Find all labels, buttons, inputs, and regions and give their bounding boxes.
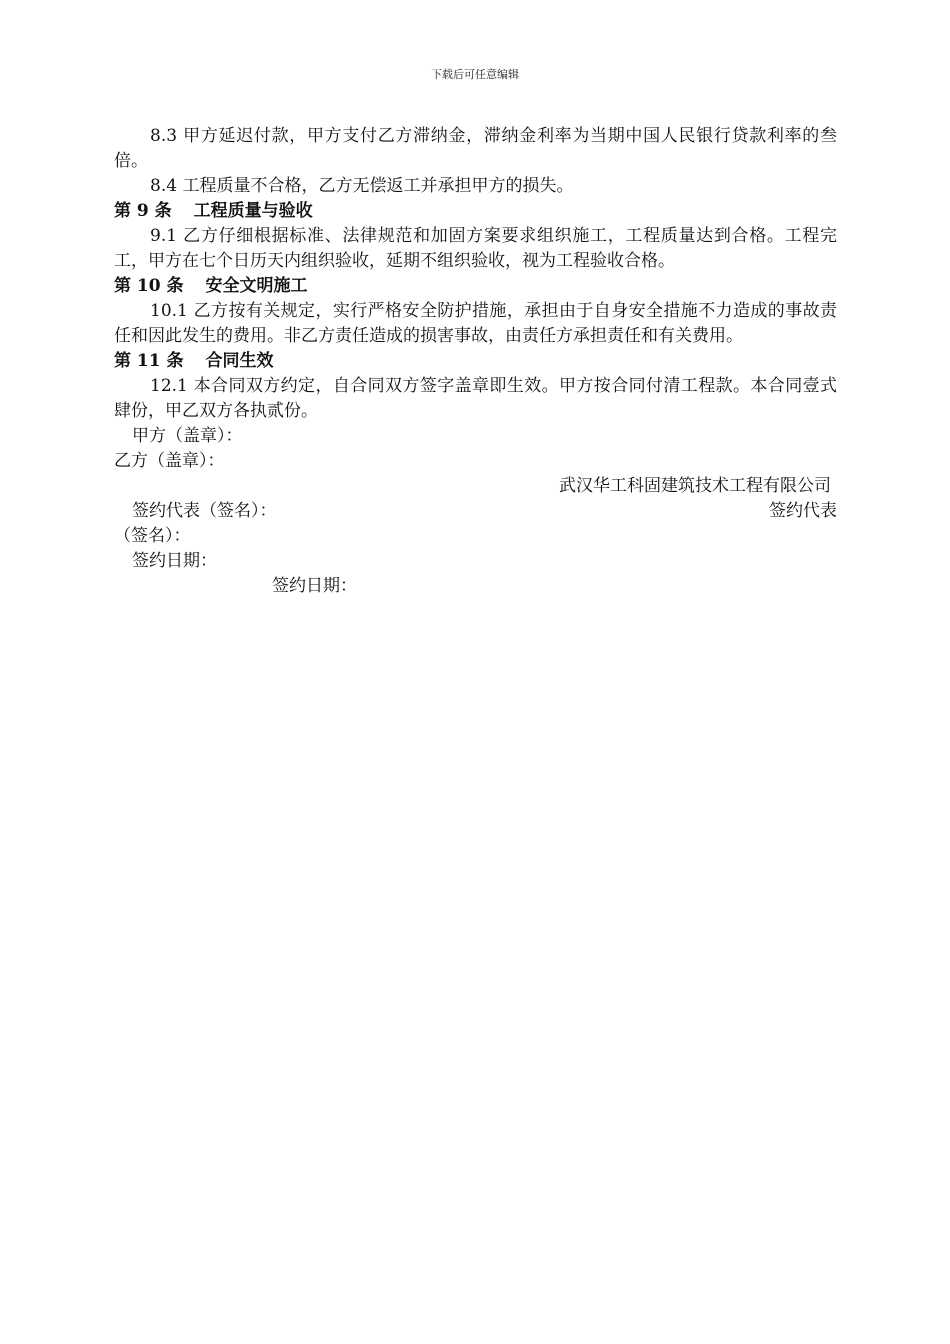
article-9-title: 工程质量与验收 (193, 201, 313, 221)
party-b-representative-signature: （签名）： (114, 526, 191, 546)
article-11-title: 合同生效 (205, 351, 274, 371)
clause-8-4: 8.4 工程质量不合格，乙方无偿返工并承担甲方的损失。 (150, 176, 574, 196)
clause-8-3: 8.3 甲方延迟付款，甲方支付乙方滞纳金，滞纳金利率为当期中国人民银行贷款利率的叁倍。 (114, 126, 837, 171)
party-a-representative: 签约代表（签名）： (132, 501, 277, 521)
heading-article-10 (114, 274, 837, 299)
document-body (114, 124, 837, 599)
clause-10-1: 10.1 乙方按有关规定，实行严格安全防护措施，承担由于自身安全措施不力造成的事故责任和因此发生的费用。非乙方责任造成的损害事故，由责任方承担责任和有关费用。 (114, 301, 837, 346)
article-10-title: 安全文明施工 (205, 276, 308, 296)
party-b-sign-date: 签约日期： (272, 576, 357, 596)
party-b-representative: 签约代表 (769, 501, 837, 521)
company-name: 武汉华工科固建筑技术工程有限公司 (559, 476, 831, 496)
party-b-seal: 乙方（盖章）： (114, 451, 225, 471)
article-9-number: 第 9 条 (114, 201, 172, 221)
article-10-number: 第 10 条 (114, 276, 184, 296)
article-11-number: 第 11 条 (114, 351, 184, 371)
clause-9-1: 9.1 乙方仔细根据标准、法律规范和加固方案要求组织施工，工程质量达到合格。工程完工，甲方在七个日历天内组织验收，延期不组织验收，视为工程验收合格。 (114, 226, 837, 271)
heading-article-11 (114, 349, 837, 374)
representative-row (114, 499, 837, 524)
clause-12-1: 12.1 本合同双方约定，自合同双方签字盖章即生效。甲方按合同付清工程款。本合同壹式肆份，甲乙双方各执贰份。 (114, 376, 837, 421)
heading-article-9 (114, 199, 837, 224)
party-a-seal: 甲方（盖章）： (132, 426, 243, 446)
header-note: 下载后可任意编辑 (431, 68, 519, 81)
party-a-sign-date: 签约日期： (132, 551, 217, 571)
